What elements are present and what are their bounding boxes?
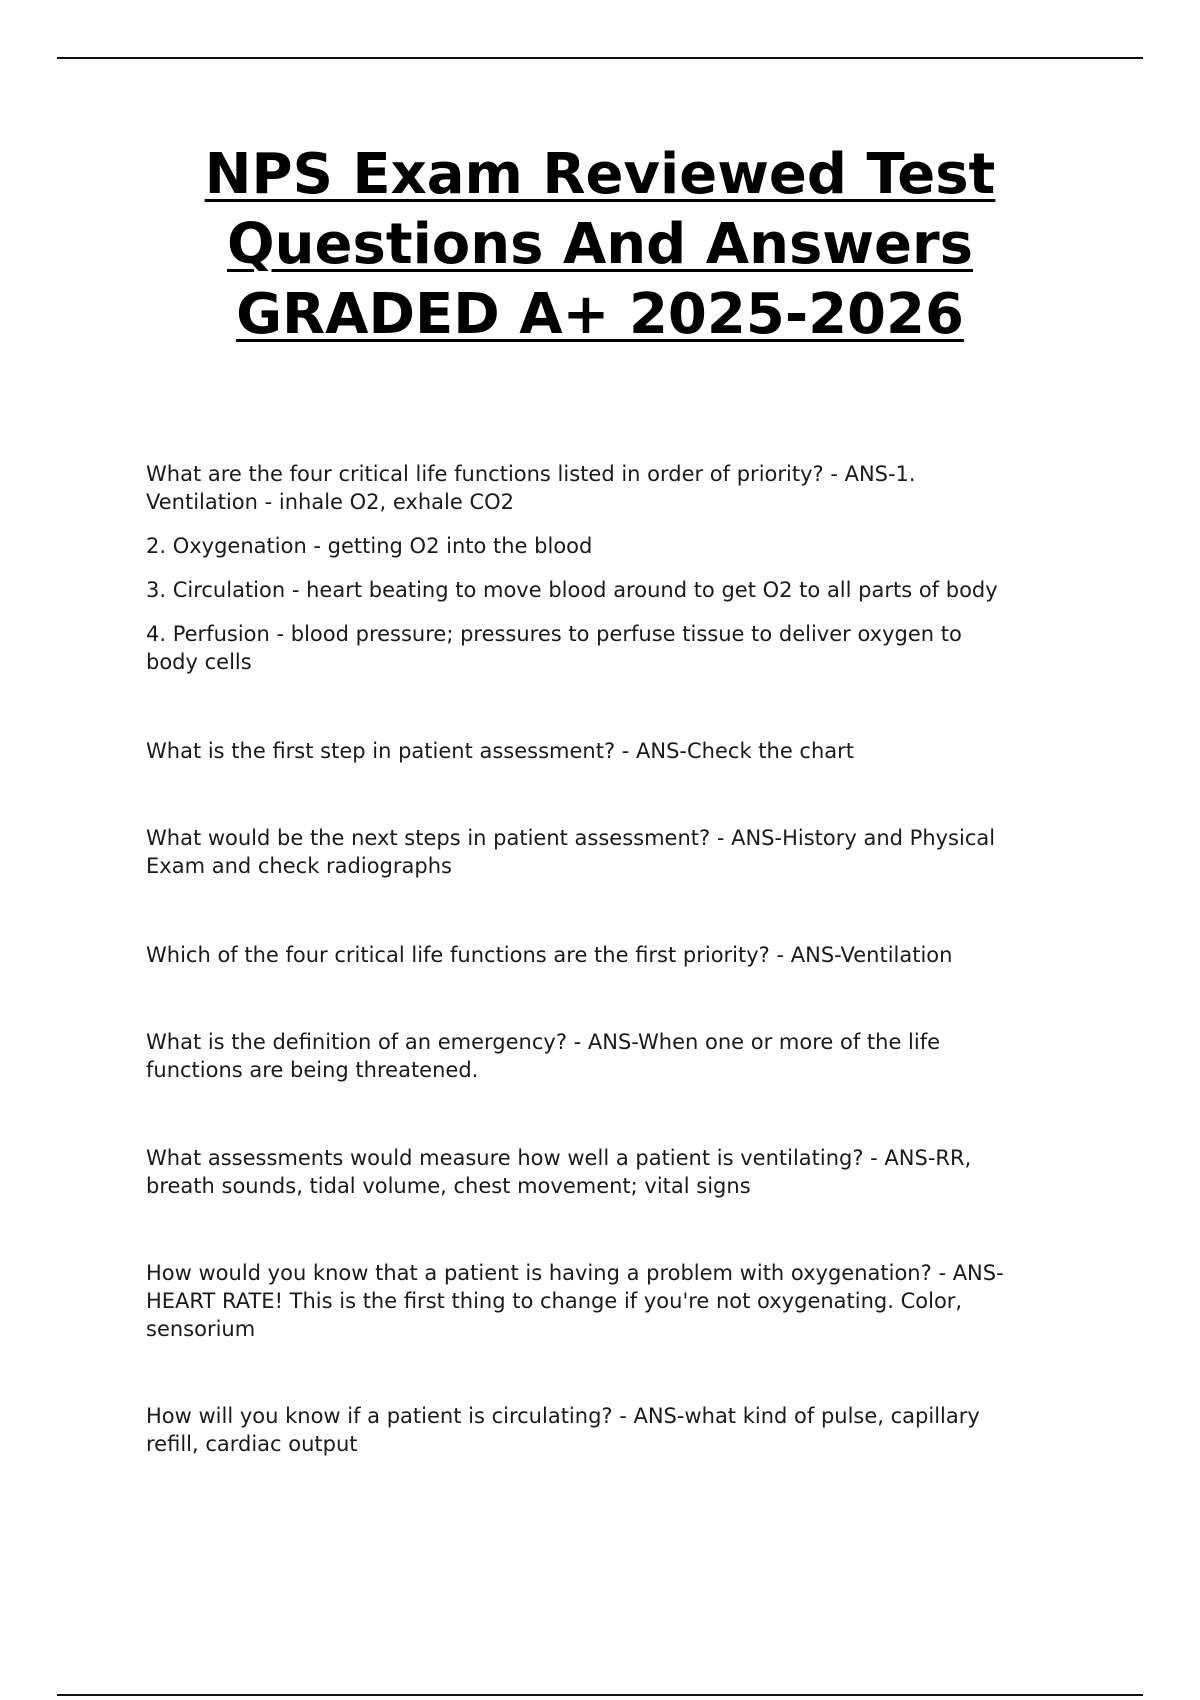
- qa-text: How will you know if a patient is circulating? - ANS-what kind of pulse, capillary refill, cardiac output: [146, 1404, 980, 1456]
- qa-text: What is the definition of an emergency? - ANS-When one or more of the life functions are being threatened.: [146, 1030, 941, 1082]
- qa-entry: [146, 1144, 1066, 1200]
- qa-entry: [146, 460, 1066, 676]
- qa-text: What are the four critical life functions listed in order of priority? - ANS-1. Ventilation - inhale O2, exhale CO2: [146, 462, 916, 514]
- title-line: NPS Exam Reviewed Test: [204, 142, 996, 207]
- qa-text: Which of the four critical life functions are the first priority? - ANS-Ventilation: [146, 943, 953, 967]
- document-title: [146, 140, 1054, 350]
- qa-text: 4. Perfusion - blood pressure; pressures to perfuse tissue to deliver oxygen to body cells: [146, 622, 962, 674]
- qa-entry: [146, 1402, 1066, 1458]
- qa-entry: [146, 824, 1066, 880]
- qa-text: What assessments would measure how well a patient is ventilating? - ANS-RR, breath sounds, tidal volume, chest movement; vital signs: [146, 1146, 972, 1198]
- qa-text: 2. Oxygenation - getting O2 into the blood: [146, 534, 593, 558]
- qa-text: How would you know that a patient is having a problem with oxygenation? - ANS- HEART RATE! This is the first thing to change if you're not oxygenating. Color, sensorium: [146, 1261, 1004, 1341]
- title-line: GRADED A+ 2025-2026: [236, 282, 964, 347]
- qa-text: 3. Circulation - heart beating to move blood around to get O2 to all parts of body: [146, 578, 998, 602]
- qa-text: What would be the next steps in patient assessment? - ANS-History and Physical Exam and check radiographs: [146, 826, 996, 878]
- qa-text: What is the first step in patient assessment? - ANS-Check the chart: [146, 739, 855, 763]
- bottom-rule: [57, 1694, 1143, 1696]
- title-line: Questions And Answers: [227, 212, 973, 277]
- qa-entry: [146, 941, 1066, 969]
- qa-entry: [146, 1028, 1066, 1084]
- qa-entry: [146, 1259, 1066, 1343]
- top-rule: [57, 57, 1143, 59]
- qa-entry: [146, 737, 1066, 765]
